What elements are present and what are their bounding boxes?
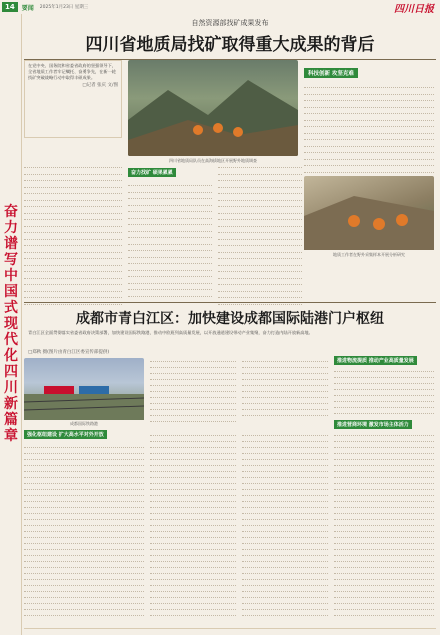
article2-col6 bbox=[242, 430, 328, 616]
article1-kicker: 自然资源部找矿成果发布 bbox=[191, 19, 269, 27]
article1-headline: 四川省地质局找矿取得重大成果的背后 bbox=[85, 35, 375, 55]
article1-right-text bbox=[304, 82, 434, 173]
page-footer-rule bbox=[24, 628, 436, 629]
issue-date: 2025年1月23日 星期三 bbox=[39, 5, 89, 10]
article2-col2 bbox=[242, 356, 328, 416]
section-divider bbox=[24, 302, 436, 303]
article2-col7 bbox=[334, 430, 434, 616]
article1-heading bbox=[24, 16, 436, 64]
article2-headline: 成都市青白江区：加快建设成都国际陆港门户枢纽 bbox=[76, 311, 384, 327]
article1-mid-text bbox=[128, 180, 212, 304]
article2-col1 bbox=[150, 356, 236, 422]
section-label: 要闻 bbox=[21, 4, 34, 12]
article2-summary: 青白江区全面贯彻落实省委省政府决策部署，加快建设国际铁路港，推动中欧班列高质量发展，以开放通道建设带动产业集聚，奋力打造内陆开放新高地。 bbox=[28, 330, 313, 335]
article1-middle bbox=[24, 162, 436, 257]
side-banner bbox=[0, 14, 22, 635]
subsection-banner-1: 科技创新 攻坚克难 bbox=[304, 68, 358, 78]
hero-caption: 四川省地质局队员在高海拔地区开展野外地质调查 bbox=[169, 158, 257, 163]
page-number: 14 bbox=[2, 2, 18, 12]
subsection-banner-2: 奋力找矿 硕果累累 bbox=[128, 168, 176, 177]
article1-right-column bbox=[304, 60, 434, 173]
article2-col4 bbox=[24, 442, 144, 616]
article1-author: □记者 张庆 文/图 bbox=[82, 83, 118, 88]
rail-port-caption: 成都国际铁路港 bbox=[70, 421, 98, 426]
rail-port-photo bbox=[24, 358, 144, 420]
rock-sampling-illustration bbox=[304, 176, 434, 250]
article2-col3 bbox=[334, 366, 434, 414]
rail-yard-illustration bbox=[24, 358, 144, 420]
field-work-caption: 地质工作者在野外采集样本开展分析研究 bbox=[333, 252, 405, 257]
article1-intro: 在党中央、国务院和省委省政府的坚强领导下，全省地质工作者牢记嘱托、奋勇争先，在新一轮找矿突破战略行动中取得丰硕成果。 bbox=[28, 63, 116, 80]
article1-left-text bbox=[24, 162, 122, 305]
article2-banner-left: 强化枢纽建设 扩大高水平对外开放 bbox=[24, 430, 107, 439]
article2-banner-right-bottom: 推进营商环境 激发市场主体活力 bbox=[334, 420, 412, 429]
side-banner-title: 奋力谱写中国式现代化四川新篇章 bbox=[4, 204, 18, 444]
hero-photo bbox=[128, 60, 298, 156]
article2-banner-right-top: 推进物流提质 推动产业高质量发展 bbox=[334, 356, 417, 365]
page-header bbox=[0, 0, 440, 14]
mountain-scene-illustration bbox=[128, 60, 298, 156]
article1-intro-box bbox=[24, 60, 122, 138]
newspaper-masthead: 四川日报 bbox=[394, 3, 434, 15]
article2-col5 bbox=[150, 430, 236, 616]
article1-center-text bbox=[218, 162, 302, 305]
article2-credit: □郑秋 摄(图片由青白江区委宣传部提供) bbox=[28, 350, 110, 355]
field-work-photo bbox=[304, 176, 434, 250]
